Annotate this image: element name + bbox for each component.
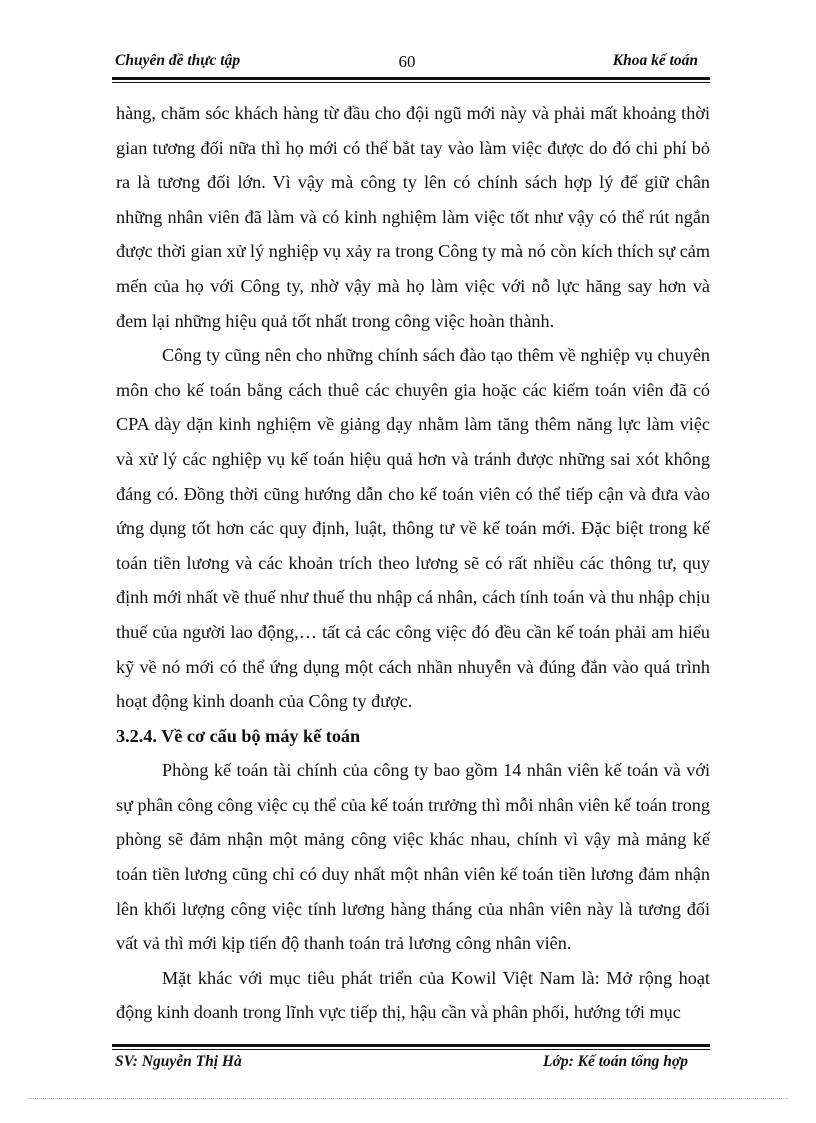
footer-student-name: SV: Nguyễn Thị Hà bbox=[115, 1053, 242, 1070]
page-body bbox=[116, 96, 710, 1030]
section-heading: 3.2.4. Về cơ cấu bộ máy kế toán bbox=[116, 725, 361, 746]
page-footer bbox=[112, 1053, 710, 1077]
footer-rule-thick bbox=[112, 1044, 710, 1047]
page-number: 60 bbox=[398, 52, 416, 71]
header-rule-thick bbox=[112, 77, 710, 80]
header-rule-thin bbox=[112, 82, 710, 83]
page-header bbox=[112, 50, 702, 76]
footer-rule-thin bbox=[112, 1049, 710, 1050]
paragraph-continued: hàng, chăm sóc khách hàng từ đầu cho đội ngũ mới này và phải mất khoảng thời gian tương đối nữa thì họ mới có thể bắt tay vào làm việc được do đó chi phí bỏ ra là tương đối lớn. Vì vậy mà công ty lên có chính sách hợp lý để giữ chân những nhân viên đã làm và có kinh nghiệm làm việc tốt như vậy có thể rút ngắn được thời gian xử lý nghiệp vụ xảy ra trong Công ty mà nó còn kích thích sự cảm mến của họ với Công ty, nhờ vậy mà họ làm việc với nỗ lực hăng say hơn và đem lại những hiệu quả tốt nhất trong công việc hoàn thành. bbox=[116, 103, 710, 331]
header-department: Khoa kế toán bbox=[612, 52, 698, 69]
footer-class-name: Lớp: Kế toán tổng hợp bbox=[543, 1053, 688, 1070]
header-report-title: Chuyên đề thực tập bbox=[115, 52, 241, 69]
page-edge-divider bbox=[28, 1098, 788, 1099]
paragraph-training: Công ty cũng nên cho những chính sách đào tạo thêm về nghiệp vụ chuyên môn cho kế toán bằng cách thuê các chuyên gia hoặc các kiểm toán viên đã có CPA dày dặn kinh nghiệm về giảng dạy nhằm làm tăng thêm năng lực làm việc và xử lý các nghiệp vụ kế toán hiệu quả hơn và tránh được những sai xót không đáng có. Đồng thời cũng hướng dẫn cho kế toán viên có thể tiếp cận và đưa vào ứng dụng tốt hơn các quy định, luật, thông tư về kế toán mới. Đặc biệt trong kế toán tiền lương và các khoản trích theo lương sẽ có rất nhiều các thông tư, quy định mới nhất về thuế như thuế thu nhập cá nhân, cách tính toán và thu nhập chịu thuế của người lao động,… tất cả các công việc đó đều cần kế toán phải am hiểu kỹ về nó mới có thể ứng dụng một cách nhần nhuyễn và đúng đắn vào quá trình hoạt động kinh doanh của Công ty được. bbox=[116, 345, 710, 712]
paragraph-accounting-structure: Phòng kế toán tài chính của công ty bao gồm 14 nhân viên kế toán và với sự phân công công việc cụ thể của kế toán trưởng thì mỗi nhân viên kế toán trong phòng sẽ đảm nhận một mảng công việc khác nhau, chính vì vậy mà mảng kế toán tiền lương cũng chỉ có duy nhất một nhân viên kế toán tiền lương đảm nhận lên khối lượng công việc tính lương hàng tháng của nhân viên này là tương đối vất vả thì mới kịp tiến độ thanh toán trả lương công nhân viên. bbox=[116, 760, 710, 954]
paragraph-development-goal: Mặt khác với mục tiêu phát triển của Kowil Việt Nam là: Mở rộng hoạt động kinh doanh trong lĩnh vực tiếp thị, hậu cần và phân phối, hướng tới mục bbox=[116, 967, 710, 1023]
